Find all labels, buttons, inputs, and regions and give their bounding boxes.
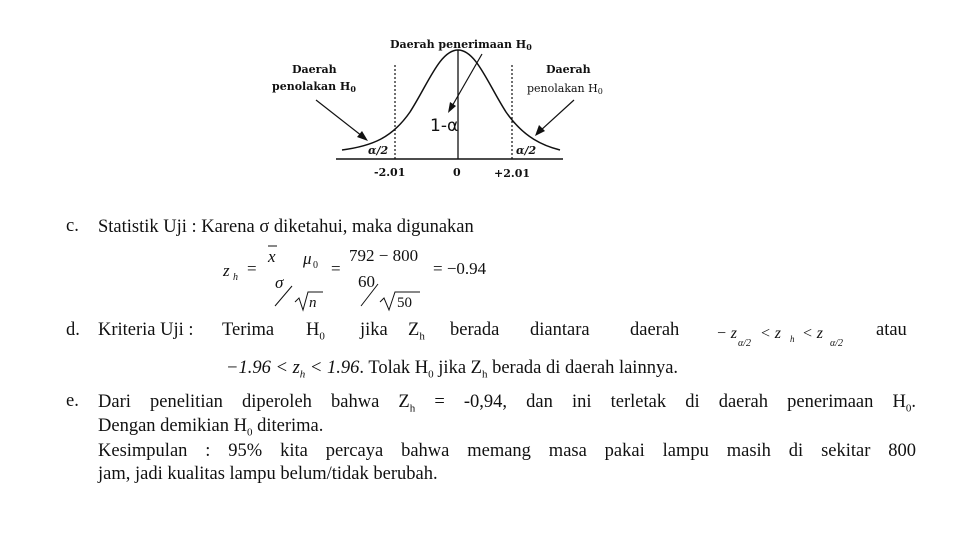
formula-eq2: = [331,259,341,278]
tick-right: +2.01 [494,167,531,180]
d-w9: atau [876,320,907,340]
ineq-frac-right: α/2 [830,338,844,349]
formula-eq1: = [247,259,257,278]
section-e-line2: Dengan demikian $H_0$ diterima. [98,416,324,439]
ineq-minus-z: − z [716,325,738,342]
formula-mu-sub: 0 [313,260,318,271]
d-w8: daerah [630,320,680,340]
d-w1: Kriteria Uji : [98,320,194,340]
section-c-label: c. [66,216,79,236]
section-e-line1: Dari penelitian diperoleh bahwa $Z_h = -0,94$, dan ini terletak di daerah penerimaan $H_0$. [98,392,916,415]
d-w2: Terima [222,320,275,340]
alpha-left-label: α/2 [368,144,389,157]
critical-region-inequality [712,318,862,356]
reject-right-arrow-head [535,125,545,136]
tick-mid: 0 [453,166,461,179]
section-d-label: d. [66,320,80,340]
normal-distribution-figure [0,0,960,200]
reject-left-label-2: penolakan H0 [272,80,356,94]
formula-sqrt-50: 50 [397,295,412,311]
reject-left-arrow-head [357,131,368,141]
reject-left-arrow [316,100,362,136]
formula-z: z [223,261,230,280]
ineq-h-sub: h [790,334,795,344]
accept-arrow [451,54,482,108]
test-statistic-formula [215,240,535,316]
section-e-line3: Kesimpulan : 95% kita percaya bahwa memang masa pakai lampu masih di sekitar 800 [98,441,916,461]
section-c-text: Statistik Uji : Karena σ diketahui, maka digunakan [98,217,474,237]
formula-den-top: 60 [358,272,375,291]
formula-xbar: x [268,247,276,266]
reject-right-arrow [540,100,574,131]
center-area-label: 1-α [430,116,459,136]
accept-arrow-head [448,102,456,113]
formula-sqrt-n: n [309,295,317,311]
reject-left-label-1: Daerah [292,63,337,76]
formula-num: 792 − 800 [349,246,419,265]
formula-result: = −0.94 [433,259,487,278]
reject-right-label-2: penolakan H0 [527,82,603,96]
formula-sigma: σ [275,273,284,292]
d-w7: diantara [530,320,590,340]
reject-right-label-1: Daerah [546,63,591,76]
section-d-line2: $-1.96 < z_h < 1.96$. Tolak $H_0$ jika $Z_h$ berada di daerah lainnya. [226,358,679,381]
d-w6: berada [450,320,500,340]
formula-mu: μ [303,249,312,268]
section-e-label: e. [66,391,79,411]
ineq-frac-left: α/2 [738,338,752,349]
section-e-line4: jam, jadi kualitas lampu belum/tidak berubah. [98,464,438,484]
accept-region-label: Daerah penerimaan H0 [390,38,532,52]
ineq-lt-zh: < z [760,325,782,342]
d-w5: $Z_h$ [408,320,425,343]
d-w3: $H_0$ [306,320,325,343]
formula-z-sub: h [233,272,238,283]
alpha-right-label: α/2 [516,144,537,157]
ineq-lt-z: < z [802,325,824,342]
tick-left: -2.01 [374,166,406,179]
d-w4: jika [360,320,388,340]
d2-ineq: $-1.96 < z_h < 1.96$ [226,358,360,381]
